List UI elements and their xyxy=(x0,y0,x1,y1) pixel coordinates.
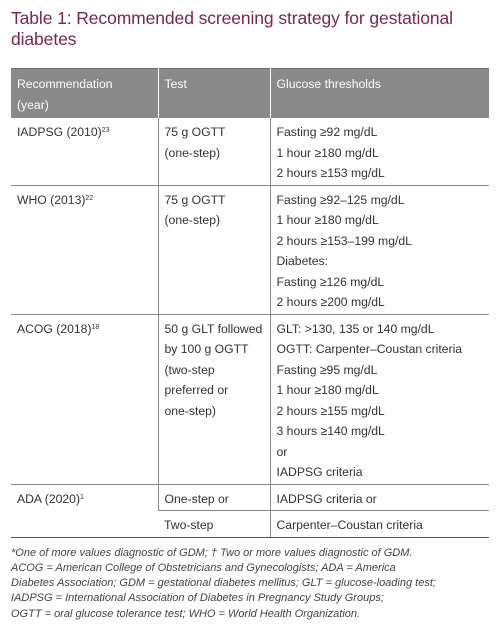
cell-thresholds xyxy=(270,185,489,314)
cell-test xyxy=(158,118,270,185)
test-line: (one-step) xyxy=(164,213,221,227)
threshold-line: or xyxy=(276,444,288,459)
threshold-line: Diabetes: xyxy=(276,254,328,268)
header-thresholds: Glucose thresholds xyxy=(270,69,489,119)
screening-table xyxy=(11,68,489,538)
table-footnote xyxy=(11,546,489,622)
cell-test: Two-step xyxy=(158,511,270,538)
cell-recommendation xyxy=(11,484,158,537)
recommendation-name: ACOG (2018) xyxy=(17,321,92,336)
threshold-line: 2 hours ≥200 mg/dL xyxy=(276,295,385,309)
header-recommendation xyxy=(11,69,158,119)
reference-number: 18 xyxy=(91,323,100,331)
threshold-line: OGTT: Carpenter–Coustan criteria xyxy=(276,342,463,356)
reference-number: 23 xyxy=(101,127,110,134)
table-title xyxy=(11,8,490,50)
threshold-line: 2 hours ≥155 mg/dL xyxy=(276,403,385,418)
test-line: 75 g OGTT xyxy=(164,192,226,207)
table-row xyxy=(11,118,489,185)
threshold-line: 1 hour ≥180 mg/dL xyxy=(276,213,379,227)
footnote-line: Diabetes Association; GDM = gestational diabetes mellitus; GLT = glucose-loading test; xyxy=(11,577,436,590)
test-line: (two-step xyxy=(164,362,215,377)
threshold-line: GLT: >130, 135 or 140 mg/dL xyxy=(276,321,435,336)
test-line: 75 g OGTT xyxy=(164,125,226,139)
header-recommendation-line-2: (year) xyxy=(17,97,49,112)
cell-thresholds xyxy=(270,118,489,185)
test-line: 50 g GLT followed xyxy=(164,321,263,336)
cell-recommendation xyxy=(11,118,158,185)
reference-number: 22 xyxy=(85,194,94,202)
threshold-line: 3 hours ≥140 mg/dL xyxy=(276,424,385,438)
cell-test xyxy=(158,185,270,314)
table-title-line-2: diabetes xyxy=(11,29,77,49)
table-row xyxy=(11,484,489,511)
cell-thresholds: IADPSG criteria or xyxy=(270,484,489,511)
cell-recommendation xyxy=(11,185,158,314)
threshold-line: 1 hour ≥180 mg/dL xyxy=(276,145,379,160)
test-line: preferred or xyxy=(164,383,229,397)
footnote-line: IADPSG = International Association of Diabetes in Pregnancy Study Groups; xyxy=(11,592,384,605)
cell-test xyxy=(158,314,270,484)
threshold-line: 2 hours ≥153 mg/dL xyxy=(276,166,385,180)
table-header-row xyxy=(11,69,489,119)
footnote-line: OGTT = oral glucose tolerance test; WHO = World Health Organization. xyxy=(11,607,361,620)
header-recommendation-line-1: Recommendation xyxy=(17,77,113,91)
threshold-line: Fasting ≥92–125 mg/dL xyxy=(276,192,405,207)
footnote-line: *One of more values diagnostic of GDM; † Two or more values diagnostic of GDM. xyxy=(11,546,413,559)
table-row xyxy=(11,185,489,314)
table-row xyxy=(11,314,489,484)
recommendation-name: IADPSG (2010) xyxy=(17,125,102,139)
threshold-line: 2 hours ≥153–199 mg/dL xyxy=(276,233,412,248)
threshold-line: Fasting ≥95 mg/dL xyxy=(276,362,378,377)
threshold-line: Fasting ≥126 mg/dL xyxy=(276,274,385,289)
recommendation-name: WHO (2013) xyxy=(17,192,86,207)
table-title-line-1: Table 1: Recommended screening strategy for gestational xyxy=(11,8,453,28)
test-line: one-step) xyxy=(164,403,216,418)
threshold-line: 1 hour ≥180 mg/dL xyxy=(276,383,379,397)
cell-recommendation xyxy=(11,314,158,484)
cell-test: One-step or xyxy=(158,484,270,511)
cell-thresholds xyxy=(270,314,489,484)
recommendation-name: ADA (2020) xyxy=(17,491,81,506)
cell-thresholds: Carpenter–Coustan criteria xyxy=(270,511,489,538)
header-test: Test xyxy=(158,69,270,119)
threshold-line: IADPSG criteria xyxy=(276,465,363,479)
footnote-line: ACOG = American College of Obstetricians and Gynecologists; ADA = America xyxy=(11,561,396,574)
threshold-line: Fasting ≥92 mg/dL xyxy=(276,125,378,139)
test-line: (one-step) xyxy=(164,145,221,160)
reference-number: 1 xyxy=(80,493,84,501)
test-line: by 100 g OGTT xyxy=(164,342,249,356)
